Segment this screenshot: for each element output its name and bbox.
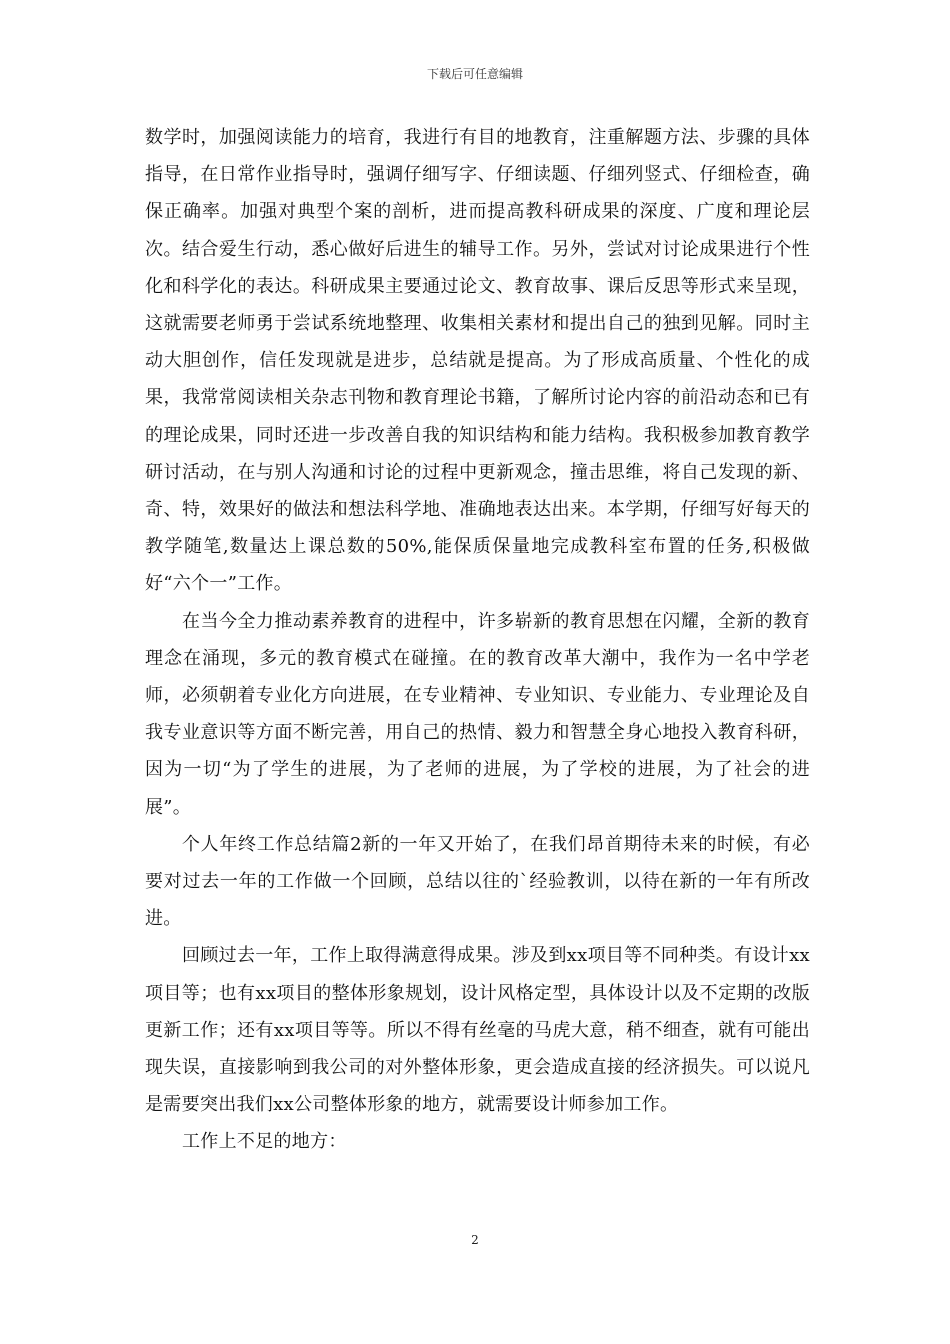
page-number: 2 xyxy=(471,1233,479,1247)
paragraph: 在当今全力推动素养教育的进程中，许多崭新的教育思想在闪耀，全新的教育理念在涌现，多元的教育模式在碰撞。在的教育改革大潮中，我作为一名中学老师，必须朝着专业化方向进展，在专业精神、专业知识、专业能力、专业理论及自我专业意识等方面不断完善，用自己的热情、毅力和智慧全身心地投入教育科研，因为一切“为了学生的进展，为了老师的进展，为了学校的进展，为了社会的进展”。 xyxy=(145,610,810,818)
paragraph: 回顾过去一年，工作上取得满意得成果。涉及到xx项目等不同种类。有设计xx项目等；也有xx项目的整体形象规划，设计风格定型，具体设计以及不定期的改版更新工作；还有xx项目等等。所以不得有丝毫的马虎大意，稍不细查，就有可能出现失误，直接影响到我公司的对外整体形象，更会造成直接的经济损失。可以说凡是需要突出我们xx公司整体形象的地方，就需要设计师参加工作。 xyxy=(145,945,810,1116)
paragraph-continued: 数学时，加强阅读能力的培育，我进行有目的地教育，注重解题方法、步骤的具体指导，在日常作业指导时，强调仔细写字、仔细读题、仔细列竖式、仔细检查，确保正确率。加强对典型个案的剖析，进而提高教科研成果的深度、广度和理论层次。结合爱生行动，悉心做好后进生的辅导工作。另外，尝试对讨论成果进行个性化和科学化的表达。科研成果主要通过论文、教育故事、课后反思等形式来呈现，这就需要老师勇于尝试系统地整理、收集相关素材和提出自己的独到见解。同时主动大胆创作，信任发现就是进步，总结就是提高。为了形成高质量、个性化的成果，我常常阅读相关杂志刊物和教育理论书籍，了解所讨论内容的前沿动态和已有的理论成果，同时还进一步改善自我的知识结构和能力结构。我积极参加教育教学研讨活动，在与别人沟通和讨论的过程中更新观念，撞击思维，将自己发现的新、奇、特，效果好的做法和想法科学地、准确地表达出来。本学期，仔细写好每天的教学随笔,数量达上课总数的50%,能保质保量地完成教科室布置的任务,积极做好“六个一”工作。 xyxy=(145,127,810,595)
document-body xyxy=(145,119,810,1161)
paragraph: 个人年终工作总结篇2新的一年又开始了，在我们昂首期待未来的时候，有必要对过去一年的工作做一个回顾，总结以往的`经验教训，以待在新的一年有所改进。 xyxy=(145,833,810,930)
paragraph: 工作上不足的地方： xyxy=(182,1131,347,1153)
page-header: 下载后可任意编辑 xyxy=(426,67,523,81)
